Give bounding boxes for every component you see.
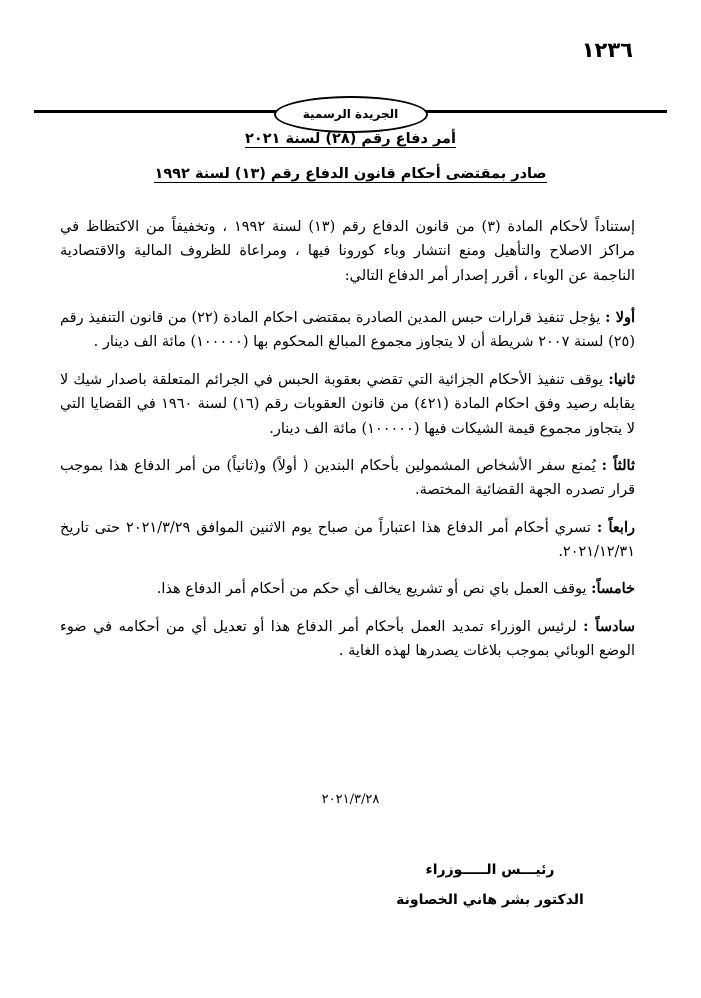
clause-2: [60, 368, 635, 441]
clause-3-text: يُمنع سفر الأشخاص المشمولين بأحكام البندين ( أولاً) و(ثانياً) من أمر الدفاع هذا بموجب قرار تصدره الجهة القضائية المختصة.: [60, 457, 635, 499]
page-number: ١٢٣٦: [581, 38, 633, 62]
clause-2-text: يوقف تنفيذ الأحكام الجزائية التي تقضي بعقوبة الحبس في الجرائم المتعلقة باصدار شيك لا يقابله رصيد وفق احكام المادة (٤٢١) من قانون العقوبات رقم (١٦) لسنة ١٩٦٠ في القضايا التي لا يتجاوز مجموع قيمة الشيكات فيها (١٠٠٠٠٠) مائة الف دينار.: [60, 371, 635, 437]
intro-paragraph: إستناداً لأحكام المادة (٣) من قانون الدفاع رقم (١٣) لسنة ١٩٩٢ ، وتخفيفاً من الاكتظاظ في مراكز الاصلاح والتأهيل ومنع انتشار وباء كورونا فيها ، ومراعاة للظروف المالية والاقتصادية الناجمة عن الوباء ، أقرر إصدار أمر الدفاع التالي:: [60, 219, 635, 284]
clause-6-label: سادساً :: [583, 617, 636, 635]
document-body: [60, 215, 635, 676]
clause-1-label: أولا :: [605, 309, 636, 327]
clause-2-label: ثانيا:: [608, 370, 635, 388]
document-titles: [0, 128, 701, 186]
document-title-secondary: صادر بمقتضى أحكام قانون الدفاع رقم (١٣) لسنة ١٩٩٢: [154, 166, 547, 182]
clause-5-label: خامساً:: [591, 580, 635, 598]
clause-3: [60, 454, 635, 503]
clause-6: [60, 615, 635, 664]
gazette-label: الجريدة الرسمية: [302, 107, 399, 121]
clause-6-text: لرئيس الوزراء تمديد العمل بأحكام أمر الدفاع هذا أو تعديل أي من أحكامه في ضوء الوضع الوبائي بموجب بلاغات يصدرها لهذه الغاية .: [60, 618, 635, 660]
clause-5-text: يوقف العمل باي نص أو تشريع يخالف أي حكم من أحكام أمر الدفاع هذا.: [156, 581, 587, 598]
clause-4-text: تسري أحكام أمر الدفاع هذا اعتباراً من صباح يوم الاثنين الموافق ٢٠٢١/٣/٢٩ حتى تاريخ ٢٠٢١/١٢/٣١.: [60, 519, 635, 560]
document-date: ٢٠٢١/٣/٢٨: [321, 792, 380, 807]
signature-block: [375, 862, 605, 908]
clause-4-label: رابعاً :: [596, 518, 635, 536]
signer-title: رئيـــس الـــــوزراء: [425, 862, 555, 878]
title-line-1-wrap: [0, 128, 701, 151]
clause-1: [60, 306, 635, 355]
clause-4: [60, 516, 635, 565]
clause-5: [60, 577, 635, 601]
clause-3-label: ثالثاً :: [601, 456, 635, 474]
title-line-2-wrap: [0, 163, 701, 186]
clause-1-text: يؤجل تنفيذ قرارات حبس المدين الصادرة بمقتضى احكام المادة (٢٢) من قانون التنفيذ رقم (٢٥) لسنة ٢٠٠٧ شريطة أن لا يتجاوز مجموع المبالغ المحكوم بها (١٠٠٠٠٠) مائة الف دينار .: [60, 310, 635, 351]
document-title-primary: أمر دفاع رقم (٢٨) لسنة ٢٠٢١: [245, 131, 456, 147]
signer-name: الدكتور بشر هاني الخصاونة: [396, 892, 584, 908]
